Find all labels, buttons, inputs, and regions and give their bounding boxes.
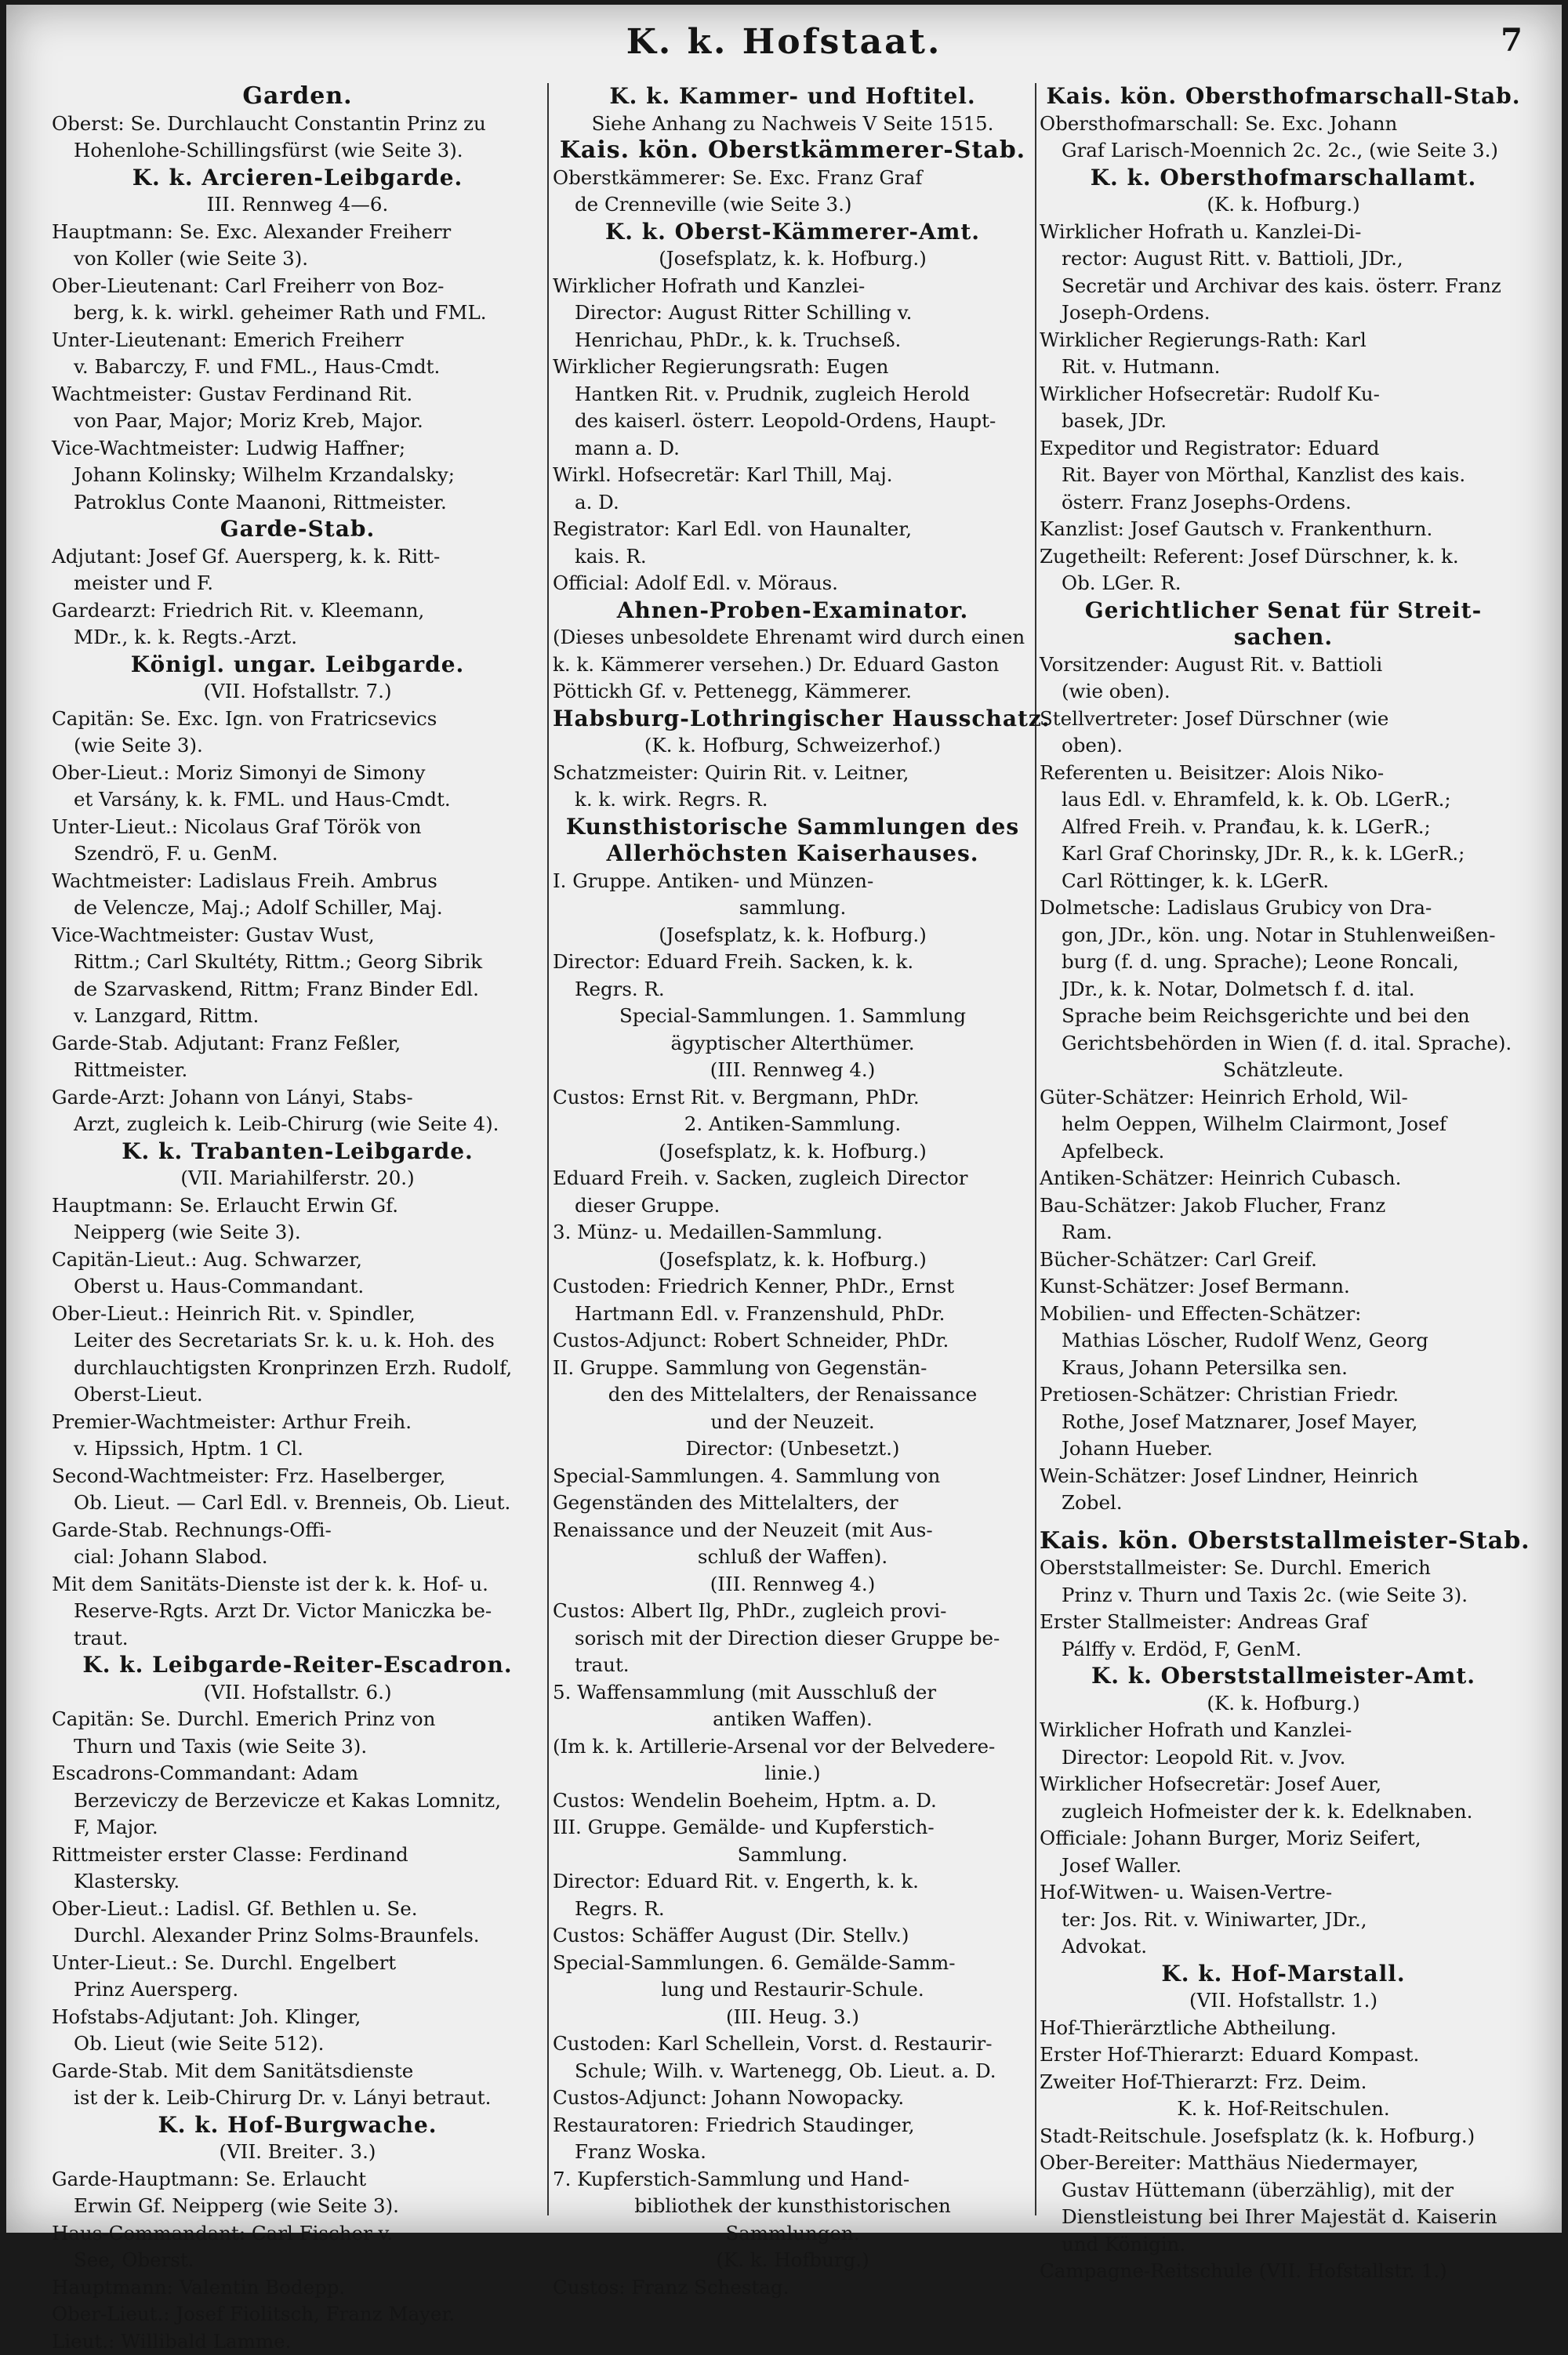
text-line: 7. Kupferstich-Sammlung und Hand- (553, 2166, 1033, 2194)
text-line: helm Oeppen, Wilhelm Clairmont, Josef (1040, 1111, 1527, 1138)
text-line: Director: (Unbesetzt.) (553, 1435, 1033, 1463)
text-line: Ober-Lieut.: Heinrich Rit. v. Spindler, (52, 1301, 543, 1328)
text-line: Ober-Lieutenant: Carl Freiherr von Boz- (52, 273, 543, 300)
section-heading: K. k. Trabanten-Leibgarde. (52, 1138, 543, 1166)
text-line: Gerichtsbehörden in Wien (f. d. ital. Sprache). (1040, 1030, 1527, 1058)
text-line: Adjutant: Josef Gf. Auersperg, k. k. Ritt- (52, 543, 543, 571)
text-line: Director: Eduard Rit. v. Engerth, k. k. (553, 1868, 1033, 1896)
section-heading: Garde-Stab. (52, 516, 543, 543)
text-line: ägyptischer Alterthümer. (553, 1030, 1033, 1058)
text-line: Erwin Gf. Neipperg (wie Seite 3). (52, 2193, 543, 2220)
text-line: Custoden: Friedrich Kenner, PhDr., Ernst (553, 1273, 1033, 1301)
text-line: Johann Kolinsky; Wilhelm Krzandalsky; (52, 462, 543, 489)
text-line: des kaiserl. österr. Leopold-Ordens, Haupt- (553, 408, 1033, 435)
text-line: Custoden: Karl Schellein, Vorst. d. Restaurir- (553, 2030, 1033, 2058)
text-line: v. Lanzgard, Rittm. (52, 1003, 543, 1030)
text-line: cial: Johann Slabod. (52, 1544, 543, 1571)
text-line: von Koller (wie Seite 3). (52, 245, 543, 273)
text-line: Rittmeister. (52, 1057, 543, 1084)
text-line: Arzt, zugleich k. Leib-Chirurg (wie Seite 4). (52, 1111, 543, 1138)
text-line: Wachtmeister: Gustav Ferdinand Rit. (52, 381, 543, 408)
text-line: mann a. D. (553, 435, 1033, 463)
text-line: Zweiter Hof-Thierarzt: Frz. Deim. (1040, 2069, 1527, 2096)
text-line: Ober-Bereiter: Matthäus Niedermayer, (1040, 2150, 1527, 2177)
section-heading: K. k. Kammer- und Hoftitel. (553, 83, 1033, 111)
text-line: gon, JDr., kön. ung. Notar in Stuhlenweißen- (1040, 922, 1527, 949)
text-line: Antiken-Schätzer: Heinrich Cubasch. (1040, 1165, 1527, 1192)
text-line: Advokat. (1040, 1933, 1527, 1961)
text-line: Ober-Lieut.: Josef Fiolitsch, Franz Mayer. (52, 2301, 543, 2328)
text-line: Carl Röttinger, k. k. LGerR. (1040, 868, 1527, 895)
text-line: Rit. v. Hutmann. (1040, 354, 1527, 381)
text-line: Erster Stallmeister: Andreas Graf (1040, 1609, 1527, 1636)
text-line: Erster Hof-Thierarzt: Eduard Kompast. (1040, 2041, 1527, 2069)
text-line: Special-Sammlungen. 4. Sammlung von (553, 1463, 1033, 1490)
text-line: Hohenlohe-Schillingsfürst (wie Seite 3). (52, 137, 543, 165)
text-line: Garde-Arzt: Johann von Lányi, Stabs- (52, 1084, 543, 1112)
text-line: traut. (52, 1625, 543, 1653)
text-line: (K. k. Hofburg, Schweizerhof.) (553, 732, 1033, 760)
text-line: (K. k. Hofburg.) (1040, 191, 1527, 219)
page-header (6, 22, 1562, 69)
text-line: Ob. Lieut. — Carl Edl. v. Brenneis, Ob. Lieut. (52, 1490, 543, 1517)
text-line: Dienstleistung bei Ihrer Majestät d. Kaiserin (1040, 2204, 1527, 2231)
text-line: ist der k. Leib-Chirurg Dr. v. Lányi betraut. (52, 2085, 543, 2112)
text-line: Gardearzt: Friedrich Rit. v. Kleemann, (52, 597, 543, 625)
text-line: Garde-Stab. Rechnungs-Offi- (52, 1517, 543, 1544)
text-line: Franz Woska. (553, 2139, 1033, 2166)
text-line: Alfred Freih. v. Pranđau, k. k. LGerR.; (1040, 814, 1527, 841)
section-heading: Kais. kön. Oberststallmeister-Stab. (1040, 1528, 1527, 1555)
text-line: Oberstkämmerer: Se. Exc. Franz Graf (553, 165, 1033, 192)
text-line: (wie Seite 3). (52, 732, 543, 760)
text-line: Custos: Franz Schestag. (553, 2274, 1033, 2302)
section-heading: K. k. Leibgarde-Reiter-Escadron. (52, 1652, 543, 1679)
text-line: Capitän: Se. Durchl. Emerich Prinz von (52, 1706, 543, 1733)
text-line: Hauptmann: Se. Exc. Alexander Freiherr (52, 219, 543, 246)
text-line: Wirklicher Hofrath und Kanzlei- (553, 273, 1033, 300)
text-line: Wein-Schätzer: Josef Lindner, Heinrich (1040, 1463, 1527, 1490)
text-line: Official: Adolf Edl. v. Möraus. (553, 570, 1033, 597)
column-middle (553, 83, 1033, 2223)
text-line: Gustav Hüttemann (überzählig), mit der (1040, 2177, 1527, 2204)
text-line: Zugetheilt: Referent: Josef Dürschner, k. k. (1040, 543, 1527, 571)
text-line: Unter-Lieut.: Nicolaus Graf Török von (52, 814, 543, 841)
section-heading: Kais. kön. Obersthofmarschall-Stab. (1040, 83, 1527, 111)
text-line: K. k. Hof-Reitschulen. (1040, 2096, 1527, 2123)
text-line: Wirklicher Hofsecretär: Josef Auer, (1040, 1771, 1527, 1798)
text-line: Berzeviczy de Berzevicze et Kakas Lomnitz, (52, 1787, 543, 1815)
text-line: Zobel. (1040, 1490, 1527, 1517)
text-line: 5. Waffensammlung (mit Ausschluß der (553, 1679, 1033, 1707)
text-line: (III. Heug. 3.) (553, 2004, 1033, 2031)
text-line: Oberststallmeister: Se. Durchl. Emerich (1040, 1555, 1527, 1582)
text-line: durchlauchtigsten Kronprinzen Erzh. Rudolf, (52, 1355, 543, 1382)
text-line: antiken Waffen). (553, 1706, 1033, 1733)
text-line: (VII. Hofstallstr. 6.) (52, 1679, 543, 1707)
section-heading: Garden. (52, 83, 543, 111)
text-line: Hof-Witwen- u. Waisen-Vertre- (1040, 1879, 1527, 1907)
text-line: Rit. Bayer von Mörthal, Kanzlist des kais. (1040, 462, 1527, 489)
text-line: Oberst-Lieut. (52, 1381, 543, 1409)
text-line: Ram. (1040, 1219, 1527, 1246)
text-line: F, Major. (52, 1814, 543, 1842)
text-line: Special-Sammlungen. 1. Sammlung (553, 1003, 1033, 1030)
text-line: Unter-Lieut.: Se. Durchl. Engelbert (52, 1950, 543, 1977)
text-line: Graf Larisch-Moennich 2c. 2c., (wie Seite 3.) (1040, 137, 1527, 165)
text-line: (Dieses unbesoldete Ehrenamt wird durch einen (553, 624, 1033, 651)
text-line: Regrs. R. (553, 976, 1033, 1003)
text-line: Siehe Anhang zu Nachweis V Seite 1515. (553, 111, 1033, 138)
text-line: Hartmann Edl. v. Franzenshuld, PhDr. (553, 1301, 1033, 1328)
text-line: Gegenständen des Mittelalters, der (553, 1490, 1033, 1517)
text-line: de Szarvaskend, Rittm; Franz Binder Edl. (52, 976, 543, 1003)
text-line: Ober-Lieut.: Moriz Simonyi de Simony (52, 760, 543, 787)
text-line: Vice-Wachtmeister: Gustav Wust, (52, 922, 543, 949)
text-line: rector: August Ritt. v. Battioli, JDr., (1040, 245, 1527, 273)
text-line: traut. (553, 1652, 1033, 1679)
section-heading: K. k. Hof-Burgwache. (52, 2112, 543, 2139)
text-line: Custos: Ernst Rit. v. Bergmann, PhDr. (553, 1084, 1033, 1112)
text-line: Kunst-Schätzer: Josef Bermann. (1040, 1273, 1527, 1301)
text-line: Wirklicher Regierungs-Rath: Karl (1040, 327, 1527, 354)
document-page (6, 5, 1562, 2233)
text-line: basek, JDr. (1040, 408, 1527, 435)
text-line: Stellvertreter: Josef Dürschner (wie (1040, 706, 1527, 733)
text-line: Director: Eduard Freih. Sacken, k. k. (553, 949, 1033, 976)
text-line: (VII. Mariahilferstr. 20.) (52, 1165, 543, 1192)
text-line: Rittmeister erster Classe: Ferdinand (52, 1842, 543, 1869)
text-line: Szendrö, F. u. GenM. (52, 840, 543, 868)
column-divider (547, 83, 549, 2215)
text-line: Oberst u. Haus-Commandant. (52, 1273, 543, 1301)
text-line: sorisch mit der Direction dieser Gruppe be- (553, 1625, 1033, 1653)
text-line: (wie oben). (1040, 678, 1527, 706)
text-line: Hantken Rit. v. Prudnik, zugleich Herold (553, 381, 1033, 408)
text-line: Custos: Schäffer August (Dir. Stellv.) (553, 1922, 1033, 1950)
text-line: Haus-Commandant: Carl Fischer v. (52, 2220, 543, 2248)
text-line: und der Neuzeit. (553, 1409, 1033, 1436)
text-line: Neipperg (wie Seite 3). (52, 1219, 543, 1246)
page-title: K. k. Hofstaat. (6, 22, 1562, 62)
text-line: dieser Gruppe. (553, 1192, 1033, 1220)
text-line: Apfelbeck. (1040, 1138, 1527, 1166)
section-heading: Habsburg-Lothringischer Hausschatz. (553, 706, 1033, 733)
text-line: Custos: Albert Ilg, PhDr., zugleich provi- (553, 1598, 1033, 1625)
text-line: et Varsány, k. k. FML. und Haus-Cmdt. (52, 786, 543, 814)
section-heading: K. k. Obersthofmarschallamt. (1040, 165, 1527, 192)
text-line: Hauptmann: Valentin Bodepp. (52, 2274, 543, 2302)
section-heading: sachen. (1040, 624, 1527, 651)
text-line: 2. Antiken-Sammlung. (553, 1111, 1033, 1138)
page-number: 7 (1501, 22, 1523, 59)
text-line: Ob. LGer. R. (1040, 570, 1527, 597)
text-line: Registrator: Karl Edl. von Haunalter, (553, 516, 1033, 543)
text-line: v. Babarczy, F. und FML., Haus-Cmdt. (52, 354, 543, 381)
text-line: meister und F. (52, 570, 543, 597)
text-line: Prinz v. Thurn und Taxis 2c. (wie Seite 3). (1040, 1582, 1527, 1609)
text-line: a. D. (553, 489, 1033, 517)
section-heading: K. k. Arcieren-Leibgarde. (52, 165, 543, 192)
text-line: bibliothek der kunsthistorischen (553, 2193, 1033, 2220)
text-line: Pretiosen-Schätzer: Christian Friedr. (1040, 1381, 1527, 1409)
text-line: ter: Jos. Rit. v. Winiwarter, JDr., (1040, 1907, 1527, 1934)
text-line: k. k. wirk. Regrs. R. (553, 786, 1033, 814)
text-line: Garde-Stab. Mit dem Sanitätsdienste (52, 2058, 543, 2085)
text-line: Mobilien- und Effecten-Schätzer: (1040, 1301, 1527, 1328)
text-line: Vorsitzender: August Rit. v. Battioli (1040, 651, 1527, 679)
text-line: Ober-Lieut.: Ladisl. Gf. Bethlen u. Se. (52, 1896, 543, 1923)
section-heading: Kais. kön. Oberstkämmerer-Stab. (553, 137, 1033, 165)
text-line: MDr., k. k. Regts.-Arzt. (52, 624, 543, 651)
text-line: Pöttickh Gf. v. Pettenegg, Kämmerer. (553, 678, 1033, 706)
section-heading: Königl. ungar. Leibgarde. (52, 651, 543, 679)
text-line: Wirklicher Regierungsrath: Eugen (553, 354, 1033, 381)
text-line: Mathias Löscher, Rudolf Wenz, Georg (1040, 1327, 1527, 1355)
text-line: linie.) (553, 1760, 1033, 1787)
text-line: Premier-Wachtmeister: Arthur Freih. (52, 1409, 543, 1436)
text-line: Prinz Auersperg. (52, 1976, 543, 2004)
text-line: Sammlungen. (553, 2220, 1033, 2248)
text-line: Pálffy v. Erdöd, F, GenM. (1040, 1636, 1527, 1664)
text-line: (III. Rennweg 4.) (553, 1571, 1033, 1598)
text-line: berg, k. k. wirkl. geheimer Rath und FML. (52, 299, 543, 327)
text-line: Rittm.; Carl Skultéty, Rittm.; Georg Sibrik (52, 949, 543, 976)
text-line: Hofstabs-Adjutant: Joh. Klinger, (52, 2004, 543, 2031)
text-line: Garde-Stab. Adjutant: Franz Feßler, (52, 1030, 543, 1058)
text-line: Leiter des Secretariats Sr. k. u. k. Hoh. des (52, 1327, 543, 1355)
text-line: lung und Restaurir-Schule. (553, 1976, 1033, 2004)
text-line: JDr., k. k. Notar, Dolmetsch f. d. ital. (1040, 976, 1527, 1003)
text-line: Capitän: Se. Exc. Ign. von Fratricsevics (52, 706, 543, 733)
text-line: Hof-Thierärztliche Abtheilung. (1040, 2015, 1527, 2042)
text-line: Eduard Freih. v. Sacken, zugleich Director (553, 1165, 1033, 1192)
spacer (1040, 1517, 1527, 1528)
text-line: Obersthofmarschall: Se. Exc. Johann (1040, 111, 1527, 138)
text-line: Schule; Wilh. v. Wartenegg, Ob. Lieut. a. D. (553, 2058, 1033, 2085)
text-line: (K. k. Hofburg.) (1040, 1690, 1527, 1718)
text-line: Henrichau, PhDr., k. k. Truchseß. (553, 327, 1033, 354)
section-heading: K. k. Hof-Marstall. (1040, 1961, 1527, 1988)
text-line: Mit dem Sanitäts-Dienste ist der k. k. Hof- u. (52, 1571, 543, 1598)
text-line: Custos: Wendelin Boeheim, Hptm. a. D. (553, 1787, 1033, 1815)
text-line: k. k. Kämmerer versehen.) Dr. Eduard Gaston (553, 651, 1033, 679)
text-line: Thurn und Taxis (wie Seite 3). (52, 1733, 543, 1761)
text-line: See, Oberst. (52, 2247, 543, 2274)
section-heading: K. k. Oberst-Kämmerer-Amt. (553, 219, 1033, 246)
text-line: von Paar, Major; Moriz Kreb, Major. (52, 408, 543, 435)
text-line: zugleich Hofmeister der k. k. Edelknaben. (1040, 1798, 1527, 1826)
text-line: Expeditor und Registrator: Eduard (1040, 435, 1527, 463)
text-line: schluß der Waffen). (553, 1544, 1033, 1571)
text-line: 3. Münz- u. Medaillen-Sammlung. (553, 1219, 1033, 1246)
text-line: den des Mittelalters, der Renaissance (553, 1381, 1033, 1409)
text-line: Kanzlist: Josef Gautsch v. Frankenthurn. (1040, 516, 1527, 543)
column-divider (1035, 83, 1036, 2215)
text-line: Sammlung. (553, 1842, 1033, 1869)
text-line: (Josefsplatz, k. k. Hofburg.) (553, 922, 1033, 949)
text-line: Klastersky. (52, 1868, 543, 1896)
text-line: Wirklicher Hofrath und Kanzlei- (1040, 1717, 1527, 1744)
text-line: und Königin. (1040, 2231, 1527, 2259)
text-line: Wirkl. Hofsecretär: Karl Thill, Maj. (553, 462, 1033, 489)
text-line: laus Edl. v. Ehramfeld, k. k. Ob. LGerR.; (1040, 786, 1527, 814)
text-line: sammlung. (553, 894, 1033, 922)
text-line: (VII. Hofstallstr. 7.) (52, 678, 543, 706)
text-line: Officiale: Johann Burger, Moriz Seifert, (1040, 1825, 1527, 1852)
text-line: Renaissance und der Neuzeit (mit Aus- (553, 1517, 1033, 1544)
text-line: Director: Leopold Rit. v. Jvov. (1040, 1744, 1527, 1772)
text-line: österr. Franz Josephs-Ordens. (1040, 489, 1527, 517)
text-line: Schatzmeister: Quirin Rit. v. Leitner, (553, 760, 1033, 787)
text-line: Karl Graf Chorinsky, JDr. R., k. k. LGerR.; (1040, 840, 1527, 868)
text-line: (Josefsplatz, k. k. Hofburg.) (553, 1138, 1033, 1166)
text-line: Güter-Schätzer: Heinrich Erhold, Wil- (1040, 1084, 1527, 1112)
text-line: kais. R. (553, 543, 1033, 571)
text-line: Schätzleute. (1040, 1057, 1527, 1084)
text-line: oben). (1040, 732, 1527, 760)
text-line: (III. Rennweg 4.) (553, 1057, 1033, 1084)
text-line: Restauratoren: Friedrich Staudinger, (553, 2112, 1033, 2139)
text-line: Wirklicher Hofrath u. Kanzlei-Di- (1040, 219, 1527, 246)
text-line: Unter-Lieutenant: Emerich Freiherr (52, 327, 543, 354)
text-line: Sprache beim Reichsgerichte und bei den (1040, 1003, 1527, 1030)
text-line: Reserve-Rgts. Arzt Dr. Victor Maniczka be- (52, 1598, 543, 1625)
text-line: III. Rennweg 4—6. (52, 191, 543, 219)
text-line: (VII. Hofstallstr. 1.) (1040, 1987, 1527, 2015)
text-line: de Velencze, Maj.; Adolf Schiller, Maj. (52, 894, 543, 922)
text-line: Hauptmann: Se. Erlaucht Erwin Gf. (52, 1192, 543, 1220)
text-line: Lieut.: Willibald Lamme. (52, 2328, 543, 2355)
text-line: Bücher-Schätzer: Carl Greif. (1040, 1246, 1527, 1274)
text-line: Josef Waller. (1040, 1852, 1527, 1880)
text-line: Oberst: Se. Durchlaucht Constantin Prinz zu (52, 111, 543, 138)
text-line: (Josefsplatz, k. k. Hofburg.) (553, 245, 1033, 273)
section-heading: Allerhöchsten Kaiserhauses. (553, 840, 1033, 868)
text-line: Vice-Wachtmeister: Ludwig Haffner; (52, 435, 543, 463)
section-heading: Kunsthistorische Sammlungen des (553, 814, 1033, 841)
text-line: Garde-Hauptmann: Se. Erlaucht (52, 2166, 543, 2194)
text-line: Campagne-Reitschule (VII. Hofstallstr. 1.) (1040, 2258, 1527, 2285)
text-line: (Im k. k. Artillerie-Arsenal vor der Belvedere- (553, 1733, 1033, 1761)
section-heading: Ahnen-Proben-Examinator. (553, 597, 1033, 625)
text-line: Director: August Ritter Schilling v. (553, 299, 1033, 327)
text-line: (VII. Breitег. 3.) (52, 2139, 543, 2166)
text-line: de Crenneville (wie Seite 3.) (553, 191, 1033, 219)
text-line: Wachtmeister: Ladislaus Freih. Ambrus (52, 868, 543, 895)
text-line: Second-Wachtmeister: Frz. Haselberger, (52, 1463, 543, 1490)
text-line: Joseph-Ordens. (1040, 299, 1527, 327)
text-line: Capitän-Lieut.: Aug. Schwarzer, (52, 1246, 543, 1274)
text-line: (Josefsplatz, k. k. Hofburg.) (553, 1246, 1033, 1274)
text-line: Bau-Schätzer: Jakob Flucher, Franz (1040, 1192, 1527, 1220)
text-line: Kraus, Johann Petersilka sen. (1040, 1355, 1527, 1382)
text-line: Custos-Adjunct: Robert Schneider, PhDr. (553, 1327, 1033, 1355)
text-line: Johann Hueber. (1040, 1435, 1527, 1463)
text-line: Special-Sammlungen. 6. Gemälde-Samm- (553, 1950, 1033, 1977)
text-line: I. Gruppe. Antiken- und Münzen- (553, 868, 1033, 895)
text-line: Stadt-Reitschule. Josefsplatz (k. k. Hofburg.) (1040, 2123, 1527, 2150)
text-line: Ob. Lieut (wie Seite 512). (52, 2030, 543, 2058)
text-line: Regrs. R. (553, 1896, 1033, 1923)
text-line: II. Gruppe. Sammlung von Gegenstän- (553, 1355, 1033, 1382)
column-left (52, 83, 543, 2223)
column-right (1040, 83, 1527, 2223)
text-line: Dolmetsche: Ladislaus Grubicy von Dra- (1040, 894, 1527, 922)
text-line: Escadrons-Commandant: Adam (52, 1760, 543, 1787)
text-line: Secretär und Archivar des kais. österr. Franz (1040, 273, 1527, 300)
text-line: Custos-Adjunct: Johann Nowopacky. (553, 2085, 1033, 2112)
text-line: Rothe, Josef Matznarer, Josef Mayer, (1040, 1409, 1527, 1436)
section-heading: K. k. Oberststallmeister-Amt. (1040, 1663, 1527, 1690)
text-line: Wirklicher Hofsecretär: Rudolf Ku- (1040, 381, 1527, 408)
text-line: (K. k. Hofburg.) (553, 2247, 1033, 2274)
text-line: Patroklus Conte Maanoni, Rittmeister. (52, 489, 543, 517)
text-line: burg (f. d. ung. Sprache); Leone Roncali, (1040, 949, 1527, 976)
text-line: III. Gruppe. Gemälde- und Kupferstich- (553, 1814, 1033, 1842)
text-line: Referenten u. Beisitzer: Alois Niko- (1040, 760, 1527, 787)
section-heading: Gerichtlicher Senat für Streit- (1040, 597, 1527, 625)
text-line: Durchl. Alexander Prinz Solms-Braunfels. (52, 1922, 543, 1950)
text-line: v. Hipssich, Hptm. 1 Cl. (52, 1435, 543, 1463)
